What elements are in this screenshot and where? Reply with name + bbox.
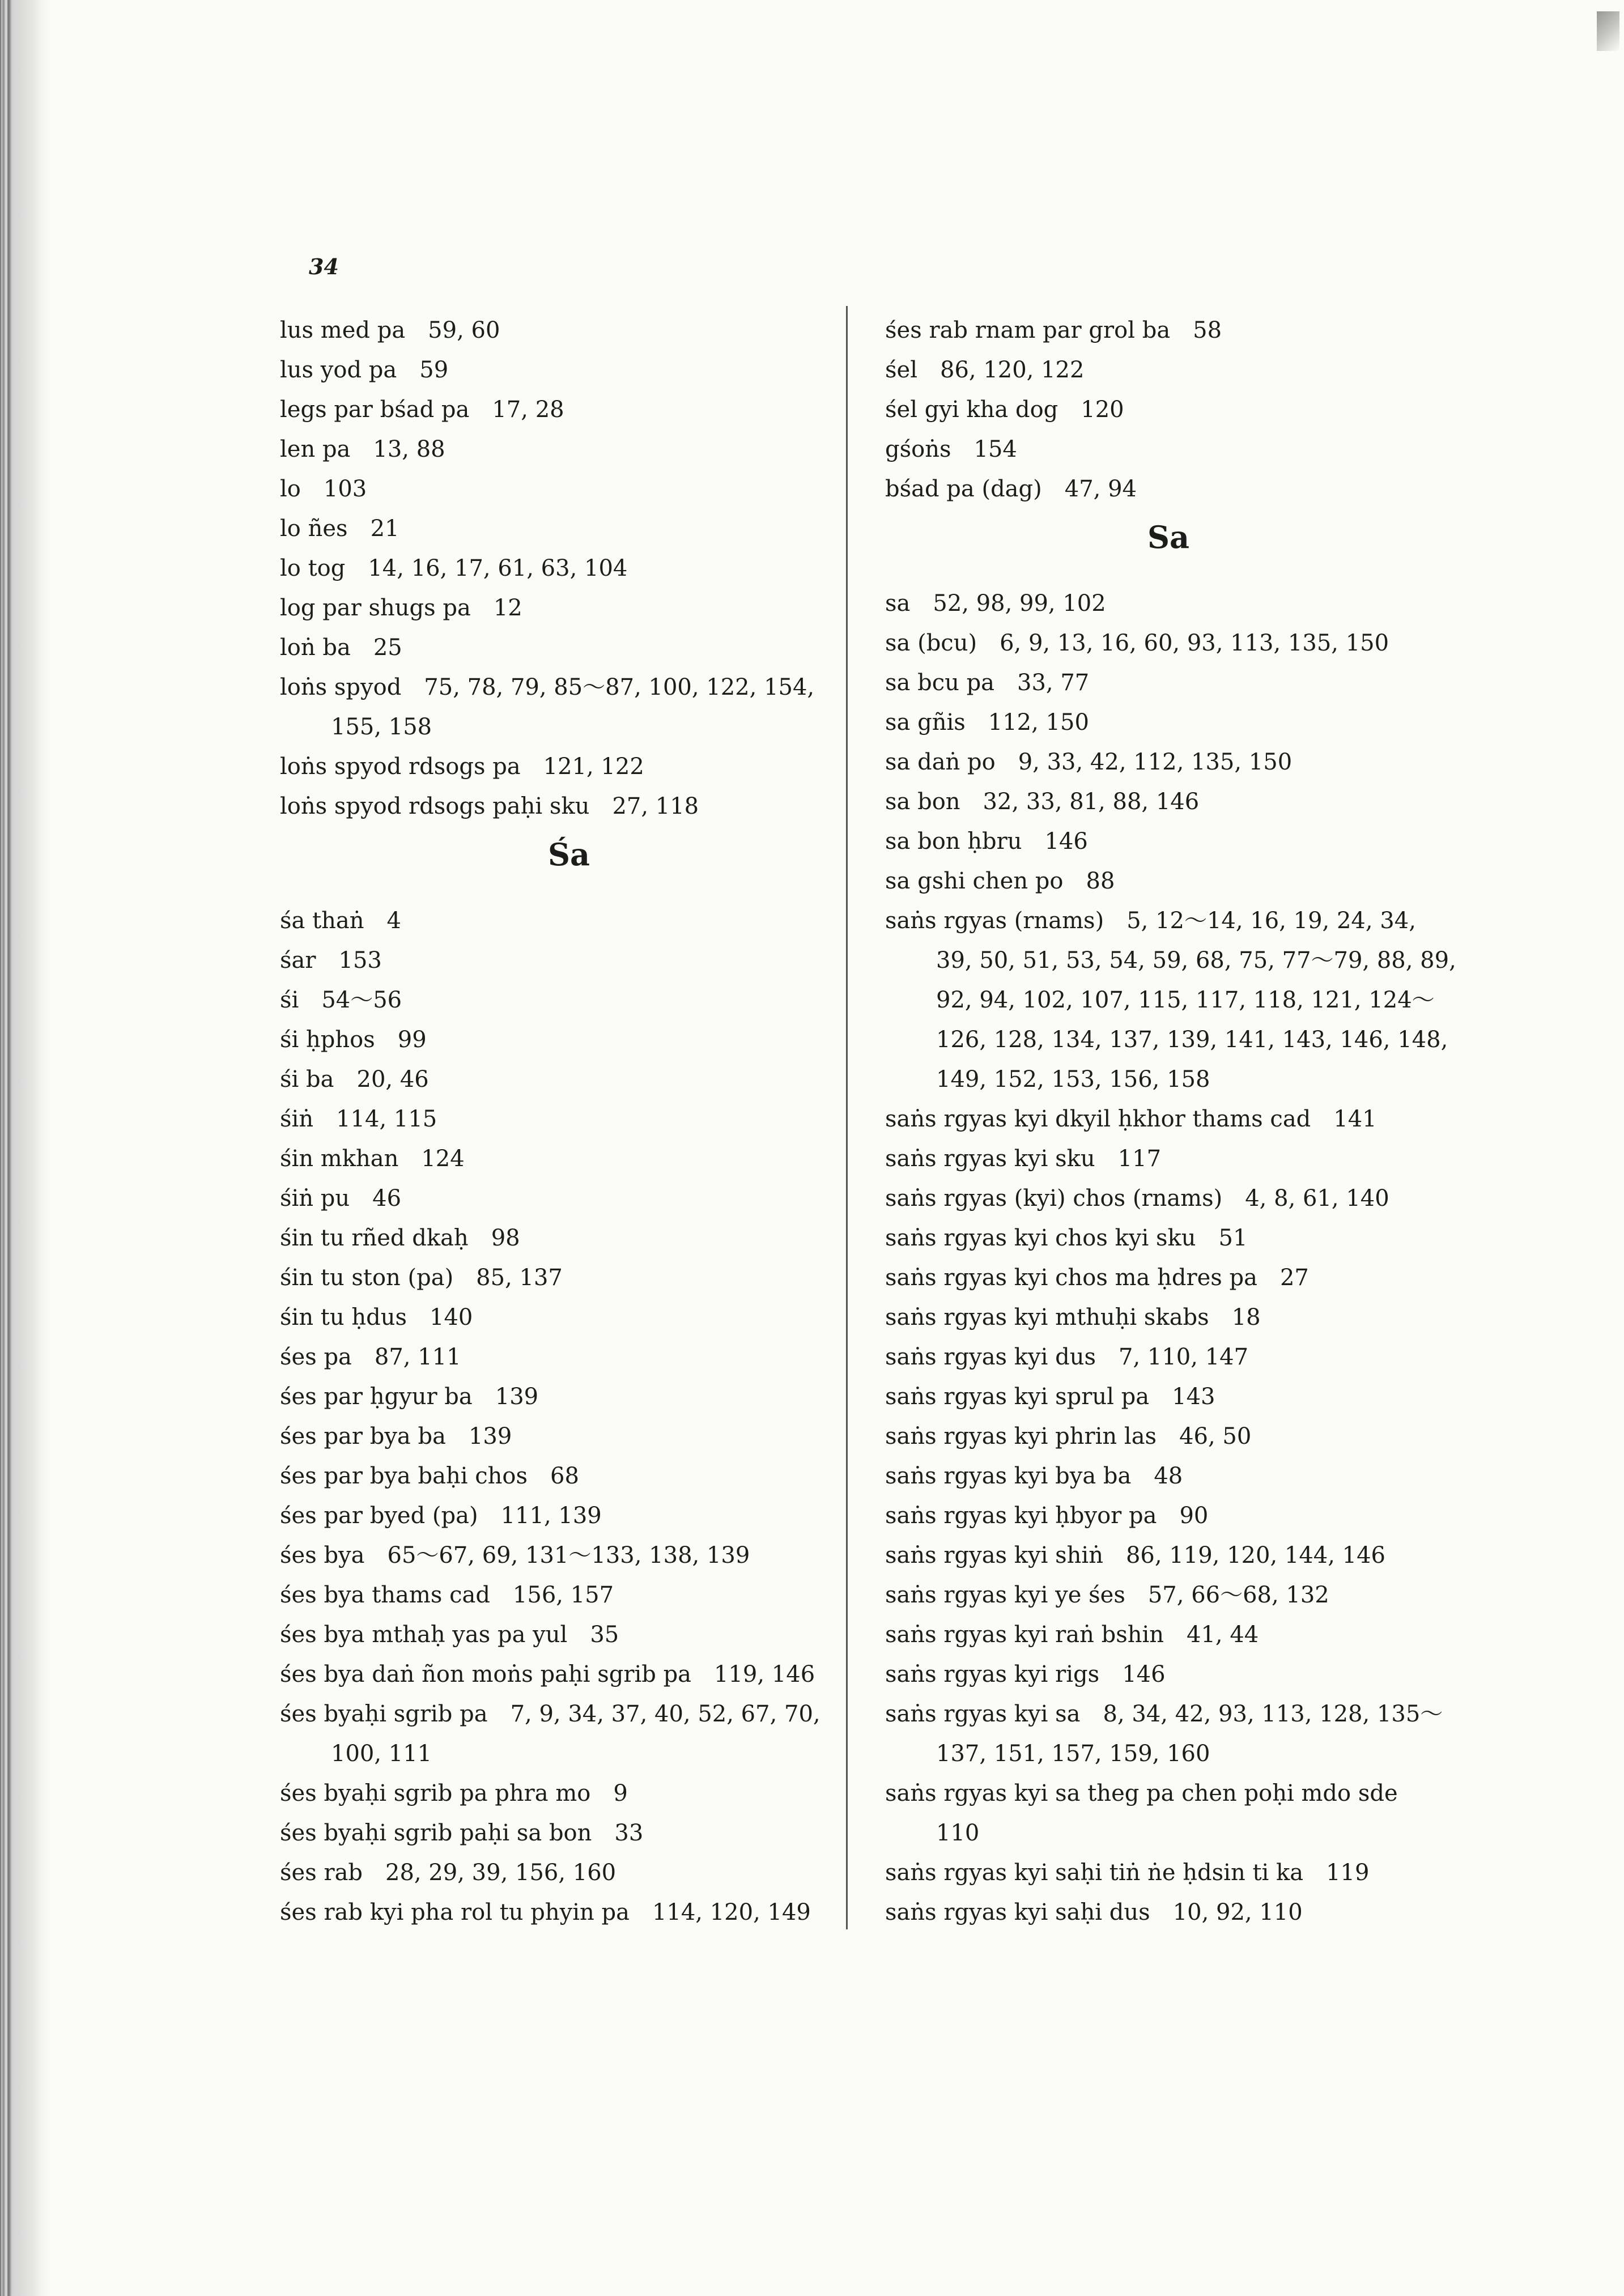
index-entry (885, 742, 1452, 782)
index-entry (280, 786, 841, 826)
index-term: śes pa (280, 1344, 352, 1370)
index-term: saṅs rgyas kyi sa theg pa chen poḥi mdo sde (885, 1780, 1398, 1806)
index-pages: 51 (1218, 1225, 1248, 1251)
index-term: śel (885, 357, 917, 383)
index-pages: 46, 50 (1179, 1423, 1252, 1449)
index-entry (280, 1298, 841, 1337)
index-pages: 20, 46 (356, 1066, 429, 1092)
index-term: saṅs rgyas kyi ye śes (885, 1582, 1125, 1608)
index-entry (280, 1337, 841, 1377)
index-term: saṅs rgyas (kyi) chos (rnams) (885, 1185, 1223, 1211)
index-term: lo tog (280, 555, 346, 581)
index-entry (280, 1020, 841, 1060)
index-pages: 28, 29, 39, 156, 160 (385, 1860, 617, 1886)
index-pages: 119, 146 (714, 1661, 815, 1687)
index-pages: 8, 34, 42, 93, 113, 128, 135～ (1103, 1701, 1443, 1727)
index-term: śi ḥphos (280, 1027, 375, 1053)
index-pages: 52, 98, 99, 102 (933, 590, 1106, 616)
index-entry (280, 1417, 841, 1456)
index-term: sa bon ḥbru (885, 828, 1022, 854)
index-entry (885, 311, 1452, 350)
index-pages: 75, 78, 79, 85～87, 100, 122, 154, (424, 674, 815, 700)
index-term: legs par bśad pa (280, 397, 470, 423)
scan-edge-shadow (0, 0, 54, 2296)
index-entry (280, 430, 841, 469)
index-pages: 17, 28 (492, 397, 564, 423)
index-entry (885, 901, 1456, 1099)
index-pages: 12 (493, 595, 522, 621)
index-term: śes byaḥi sgrib pa (280, 1701, 488, 1727)
index-term: loṅs spyod rdsogs pa (280, 754, 521, 780)
index-pages-continued: 100, 111 (331, 1741, 432, 1767)
index-entry (885, 1456, 1452, 1496)
index-term: lo (280, 476, 301, 502)
index-pages: 86, 119, 120, 144, 146 (1125, 1542, 1385, 1568)
index-pages-continued: 92, 94, 102, 107, 115, 117, 118, 121, 124～ (936, 987, 1435, 1013)
index-entry (885, 1417, 1452, 1456)
index-pages-continued: 149, 152, 153, 156, 158 (936, 1066, 1210, 1092)
index-pages: 114, 120, 149 (652, 1899, 811, 1925)
index-entry (885, 350, 1452, 390)
index-entry (280, 1060, 841, 1099)
index-entry (280, 628, 841, 667)
index-pages: 153 (338, 947, 382, 973)
index-term: śes bya mthaḥ yas pa yul (280, 1622, 568, 1648)
index-pages: 13, 88 (373, 436, 445, 462)
index-term: lus med pa (280, 317, 406, 343)
index-term: saṅs rgyas kyi dus (885, 1344, 1096, 1370)
index-term: śiṅ pu (280, 1185, 350, 1211)
right-entries-after (885, 584, 1456, 1932)
index-term: sa gshi chen po (885, 868, 1064, 894)
index-pages: 124 (421, 1146, 465, 1172)
index-pages: 7, 9, 34, 37, 40, 52, 67, 70, (510, 1701, 820, 1727)
index-pages: 33 (614, 1820, 644, 1846)
index-term: śin mkhan (280, 1146, 399, 1172)
index-entry (280, 980, 841, 1020)
index-term: śin tu ḥdus (280, 1304, 407, 1330)
index-pages: 88 (1086, 868, 1115, 894)
index-term: saṅs rgyas (rnams) (885, 908, 1104, 934)
column-divider (846, 306, 848, 1929)
index-pages: 139 (495, 1384, 539, 1410)
index-entry (280, 1575, 841, 1615)
index-term: saṅs rgyas kyi chos kyi sku (885, 1225, 1196, 1251)
index-pages: 59, 60 (428, 317, 500, 343)
index-term: śes bya daṅ ñon moṅs paḥi sgrib pa (280, 1661, 692, 1687)
index-term: śes byaḥi sgrib paḥi sa bon (280, 1820, 592, 1846)
index-term: saṅs rgyas kyi ḥbyor pa (885, 1503, 1157, 1529)
index-pages: 143 (1172, 1384, 1215, 1410)
right-column (885, 311, 1456, 1932)
index-term: śes rab kyi pha rol tu phyin pa (280, 1899, 630, 1925)
index-pages: 98 (491, 1225, 520, 1251)
index-entry (885, 663, 1452, 703)
index-term: śes rab (280, 1860, 363, 1886)
index-entry (280, 667, 841, 747)
index-pages-continued: 155, 158 (331, 714, 432, 740)
index-term: śes bya thams cad (280, 1582, 490, 1608)
index-entry (280, 747, 841, 786)
index-term: sa (885, 590, 911, 616)
index-term: saṅs rgyas kyi shiṅ (885, 1542, 1103, 1568)
index-term: śes par byed (pa) (280, 1503, 478, 1529)
index-entry (885, 1337, 1452, 1377)
index-term: saṅs rgyas kyi saḥi tiṅ ṅe ḥdsin ti ka (885, 1860, 1304, 1886)
index-term: saṅs rgyas kyi bya ba (885, 1463, 1132, 1489)
index-pages: 86, 120, 122 (940, 357, 1085, 383)
index-pages: 41, 44 (1187, 1622, 1259, 1648)
index-term: saṅs rgyas kyi chos ma ḥdres pa (885, 1265, 1257, 1291)
index-entry (885, 782, 1452, 822)
index-entry (280, 1655, 841, 1694)
index-pages: 5, 12～14, 16, 19, 24, 34, (1126, 908, 1416, 934)
index-entry (885, 1694, 1452, 1774)
index-term: loṅs spyod rdsogs paḥi sku (280, 793, 590, 819)
index-term: śin tu ston (pa) (280, 1265, 454, 1291)
index-pages: 6, 9, 13, 16, 60, 93, 113, 135, 150 (1000, 630, 1389, 656)
index-entry (280, 1218, 841, 1258)
left-column (280, 311, 841, 1932)
index-term: sa gñis (885, 709, 966, 735)
index-pages-continued: 137, 151, 157, 159, 160 (936, 1741, 1210, 1767)
index-term: saṅs rgyas kyi sku (885, 1146, 1095, 1172)
index-entry (280, 1774, 841, 1813)
index-pages: 21 (370, 516, 399, 542)
index-pages: 146 (1122, 1661, 1166, 1687)
scan-corner-mark (1597, 11, 1619, 51)
index-entry (280, 1496, 841, 1536)
index-entry (885, 1139, 1452, 1179)
left-entries-before (280, 311, 841, 826)
index-pages: 58 (1193, 317, 1222, 343)
index-pages: 48 (1154, 1463, 1183, 1489)
index-term: saṅs rgyas kyi sprul pa (885, 1384, 1150, 1410)
index-pages: 68 (550, 1463, 579, 1489)
index-term: śes par ḥgyur ba (280, 1384, 473, 1410)
index-pages: 146 (1044, 828, 1088, 854)
index-entry (280, 1694, 841, 1774)
index-entry (885, 1655, 1452, 1694)
index-pages: 103 (323, 476, 367, 502)
index-term: saṅs rgyas kyi sa (885, 1701, 1081, 1727)
index-term: śes byaḥi sgrib pa phra mo (280, 1780, 591, 1806)
index-term: lo ñes (280, 516, 348, 542)
index-entry (885, 861, 1452, 901)
index-pages: 35 (590, 1622, 619, 1648)
index-entry (280, 941, 841, 980)
index-entry (885, 1536, 1452, 1575)
index-entry (885, 1774, 1452, 1853)
index-pages: 4 (386, 908, 401, 934)
index-pages: 117 (1117, 1146, 1162, 1172)
index-pages: 99 (397, 1027, 427, 1053)
index-term: śi (280, 987, 299, 1013)
index-pages: 7, 110, 147 (1119, 1344, 1249, 1370)
index-entry (885, 1099, 1452, 1139)
index-entry (280, 549, 841, 588)
index-entry (280, 1813, 841, 1853)
index-entry (885, 1218, 1452, 1258)
index-entry (280, 1258, 841, 1298)
index-pages: 33, 77 (1017, 670, 1090, 696)
index-term: śi ba (280, 1066, 334, 1092)
index-entry (280, 1377, 841, 1417)
index-term: sa bcu pa (885, 670, 995, 696)
index-pages-continued: 126, 128, 134, 137, 139, 141, 143, 146, 148, (936, 1027, 1448, 1053)
index-entry (280, 350, 841, 390)
right-entries-before (885, 311, 1452, 509)
index-entry (885, 1377, 1452, 1417)
index-term: sa daṅ po (885, 749, 996, 775)
index-entry (885, 1298, 1452, 1337)
index-entry (885, 1615, 1452, 1655)
index-entry (885, 822, 1452, 861)
index-pages: 114, 115 (336, 1106, 437, 1132)
index-term: śiṅ (280, 1106, 314, 1132)
index-entry (280, 1853, 841, 1893)
index-pages: 87, 111 (374, 1344, 461, 1370)
index-pages: 10, 92, 110 (1172, 1899, 1303, 1925)
left-entries-after (280, 901, 841, 1932)
index-pages: 25 (373, 635, 402, 661)
index-pages: 32, 33, 81, 88, 146 (983, 789, 1200, 815)
index-entry (885, 1575, 1452, 1615)
index-pages: 120 (1081, 397, 1124, 423)
index-pages-continued: 110 (936, 1820, 980, 1846)
index-entry (885, 584, 1452, 623)
index-entry (280, 1893, 841, 1932)
index-pages-continued: 39, 50, 51, 53, 54, 59, 68, 75, 77～79, 88, 89, (936, 947, 1456, 973)
index-pages: 4, 8, 61, 140 (1245, 1185, 1389, 1211)
index-entry (280, 1099, 841, 1139)
index-term: gśoṅs (885, 436, 951, 462)
index-term: śel gyi kha dog (885, 397, 1058, 423)
index-pages: 111, 139 (500, 1503, 602, 1529)
index-term: lus yod pa (280, 357, 397, 383)
index-pages: 141 (1333, 1106, 1377, 1132)
index-entry (885, 469, 1452, 509)
index-entry (885, 623, 1452, 663)
index-pages: 27 (1279, 1265, 1309, 1291)
index-term: śes rab rnam par grol ba (885, 317, 1171, 343)
index-entry (885, 703, 1452, 742)
index-entry (280, 1456, 841, 1496)
index-term: saṅs rgyas kyi dkyil ḥkhor thams cad (885, 1106, 1311, 1132)
index-term: śa thaṅ (280, 908, 364, 934)
index-pages: 90 (1179, 1503, 1209, 1529)
index-entry (280, 901, 841, 941)
index-term: saṅs rgyas kyi saḥi dus (885, 1899, 1150, 1925)
index-term: saṅs rgyas kyi phrin las (885, 1423, 1157, 1449)
index-pages: 59 (419, 357, 449, 383)
index-term: saṅs rgyas kyi rigs (885, 1661, 1100, 1687)
index-entry (280, 1179, 841, 1218)
index-entry (885, 390, 1452, 430)
index-pages: 65～67, 69, 131～133, 138, 139 (387, 1542, 750, 1568)
index-term: śes par bya ba (280, 1423, 446, 1449)
index-entry (885, 1179, 1452, 1218)
index-entry (280, 1139, 841, 1179)
index-entry (280, 509, 841, 549)
index-term: śes par bya baḥi chos (280, 1463, 528, 1489)
index-pages: 47, 94 (1064, 476, 1137, 502)
index-term: bśad pa (dag) (885, 476, 1042, 502)
index-entry (280, 1536, 841, 1575)
index-term: śin tu rñed dkaḥ (280, 1225, 469, 1251)
index-entry (885, 1853, 1452, 1893)
index-pages: 18 (1231, 1304, 1261, 1330)
index-pages: 57, 66～68, 132 (1147, 1582, 1329, 1608)
index-pages: 85, 137 (476, 1265, 563, 1291)
index-term: log par shugs pa (280, 595, 471, 621)
index-pages: 9, 33, 42, 112, 135, 150 (1018, 749, 1293, 775)
index-term: sa bon (885, 789, 960, 815)
index-pages: 112, 150 (988, 709, 1089, 735)
index-entry (885, 1258, 1452, 1298)
index-pages: 27, 118 (612, 793, 699, 819)
index-pages: 121, 122 (543, 754, 644, 780)
index-entry (280, 311, 841, 350)
index-pages: 46 (372, 1185, 402, 1211)
index-term: śes bya (280, 1542, 365, 1568)
index-term: len pa (280, 436, 351, 462)
index-pages: 14, 16, 17, 61, 63, 104 (368, 555, 628, 581)
index-entry (280, 469, 841, 509)
index-entry (885, 1496, 1452, 1536)
index-pages: 140 (430, 1304, 473, 1330)
index-term: saṅs rgyas kyi raṅ bshin (885, 1622, 1164, 1648)
index-pages: 54～56 (321, 987, 402, 1013)
index-pages: 9 (613, 1780, 628, 1806)
section-heading-sha: Śa (548, 836, 590, 873)
index-term: saṅs rgyas kyi mthuḥi skabs (885, 1304, 1209, 1330)
index-pages: 119 (1326, 1860, 1370, 1886)
index-term: loṅ ba (280, 635, 351, 661)
section-heading-sa: Sa (1147, 519, 1189, 555)
index-entry (280, 390, 841, 430)
index-term: loṅs spyod (280, 674, 402, 700)
index-term: sa (bcu) (885, 630, 977, 656)
index-pages: 154 (973, 436, 1017, 462)
index-entry (280, 588, 841, 628)
index-entry (280, 1615, 841, 1655)
index-term: śar (280, 947, 316, 973)
index-entry (885, 430, 1452, 469)
index-pages: 156, 157 (512, 1582, 614, 1608)
page-number: 34 (309, 254, 339, 279)
index-pages: 139 (468, 1423, 512, 1449)
index-entry (885, 1893, 1452, 1932)
